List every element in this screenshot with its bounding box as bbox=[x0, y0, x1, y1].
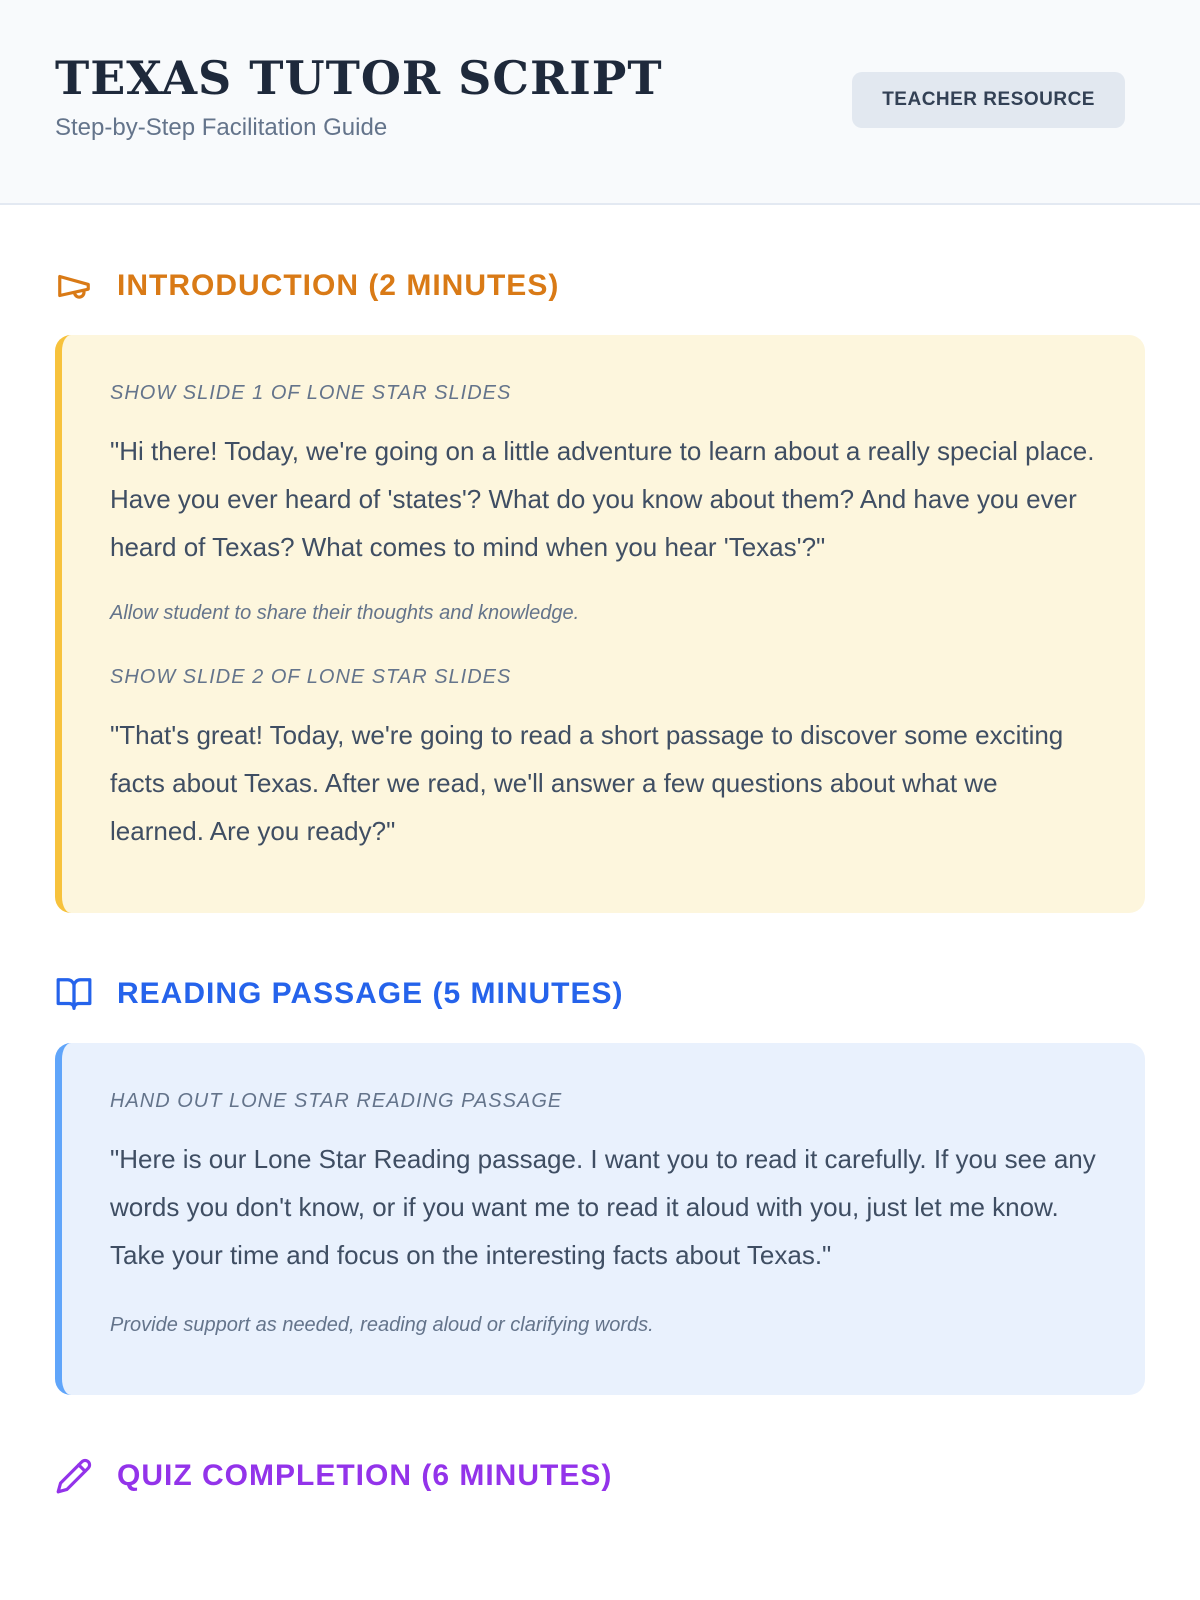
page-subtitle: Step-by-Step Facilitation Guide bbox=[55, 114, 388, 142]
teacher-resource-badge: TEACHER RESOURCE bbox=[852, 72, 1125, 128]
tutor-script-content bbox=[0, 267, 1200, 1495]
tutor-script-text: "Hi there! Today, we're going on a little adventure to learn about a really special place. Have you ever heard of 'states'? What do you know about them? And have you ever heard of Texas? What comes to mind when you hear 'Texas'?" bbox=[110, 436, 1095, 562]
page-title: TEXAS TUTOR SCRIPT bbox=[55, 51, 663, 105]
tutor-script-text: "That's great! Today, we're going to read a short passage to discover some exciting facts about Texas. After we read, we'll answer a few questions about what we learned. Are you ready?" bbox=[110, 720, 1064, 846]
quiz-completion-heading-row bbox=[55, 1457, 1145, 1495]
page-header bbox=[0, 0, 1200, 205]
reading-passage-heading: READING PASSAGE (5 MINUTES) bbox=[117, 977, 624, 1010]
introduction-heading-row bbox=[55, 267, 1145, 305]
section-reading-passage bbox=[55, 975, 1145, 1395]
introduction-card bbox=[55, 335, 1145, 913]
section-quiz-completion bbox=[55, 1457, 1145, 1495]
stage-direction: SHOW SLIDE 1 OF LONE STAR SLIDES bbox=[110, 382, 512, 404]
megaphone-icon bbox=[55, 267, 93, 305]
introduction-heading: INTRODUCTION (2 MINUTES) bbox=[117, 269, 560, 302]
stage-direction: SHOW SLIDE 2 OF LONE STAR SLIDES bbox=[110, 666, 512, 688]
book-open-icon bbox=[55, 975, 93, 1013]
quiz-completion-heading: QUIZ COMPLETION (6 MINUTES) bbox=[117, 1459, 613, 1492]
reading-passage-card bbox=[55, 1043, 1145, 1395]
section-introduction bbox=[55, 267, 1145, 913]
facilitator-note: Provide support as needed, reading aloud or clarifying words. bbox=[110, 1314, 654, 1336]
stage-direction: HAND OUT LONE STAR READING PASSAGE bbox=[110, 1090, 563, 1112]
pencil-icon bbox=[55, 1457, 93, 1495]
tutor-script-text: "Here is our Lone Star Reading passage. I want you to read it carefully. If you see any words you don't know, or if you want me to read it aloud with you, just let me know. Take your time and focus on the interesting facts about Texas." bbox=[110, 1144, 1096, 1270]
reading-passage-heading-row bbox=[55, 975, 1145, 1013]
facilitator-note: Allow student to share their thoughts and knowledge. bbox=[110, 602, 580, 624]
